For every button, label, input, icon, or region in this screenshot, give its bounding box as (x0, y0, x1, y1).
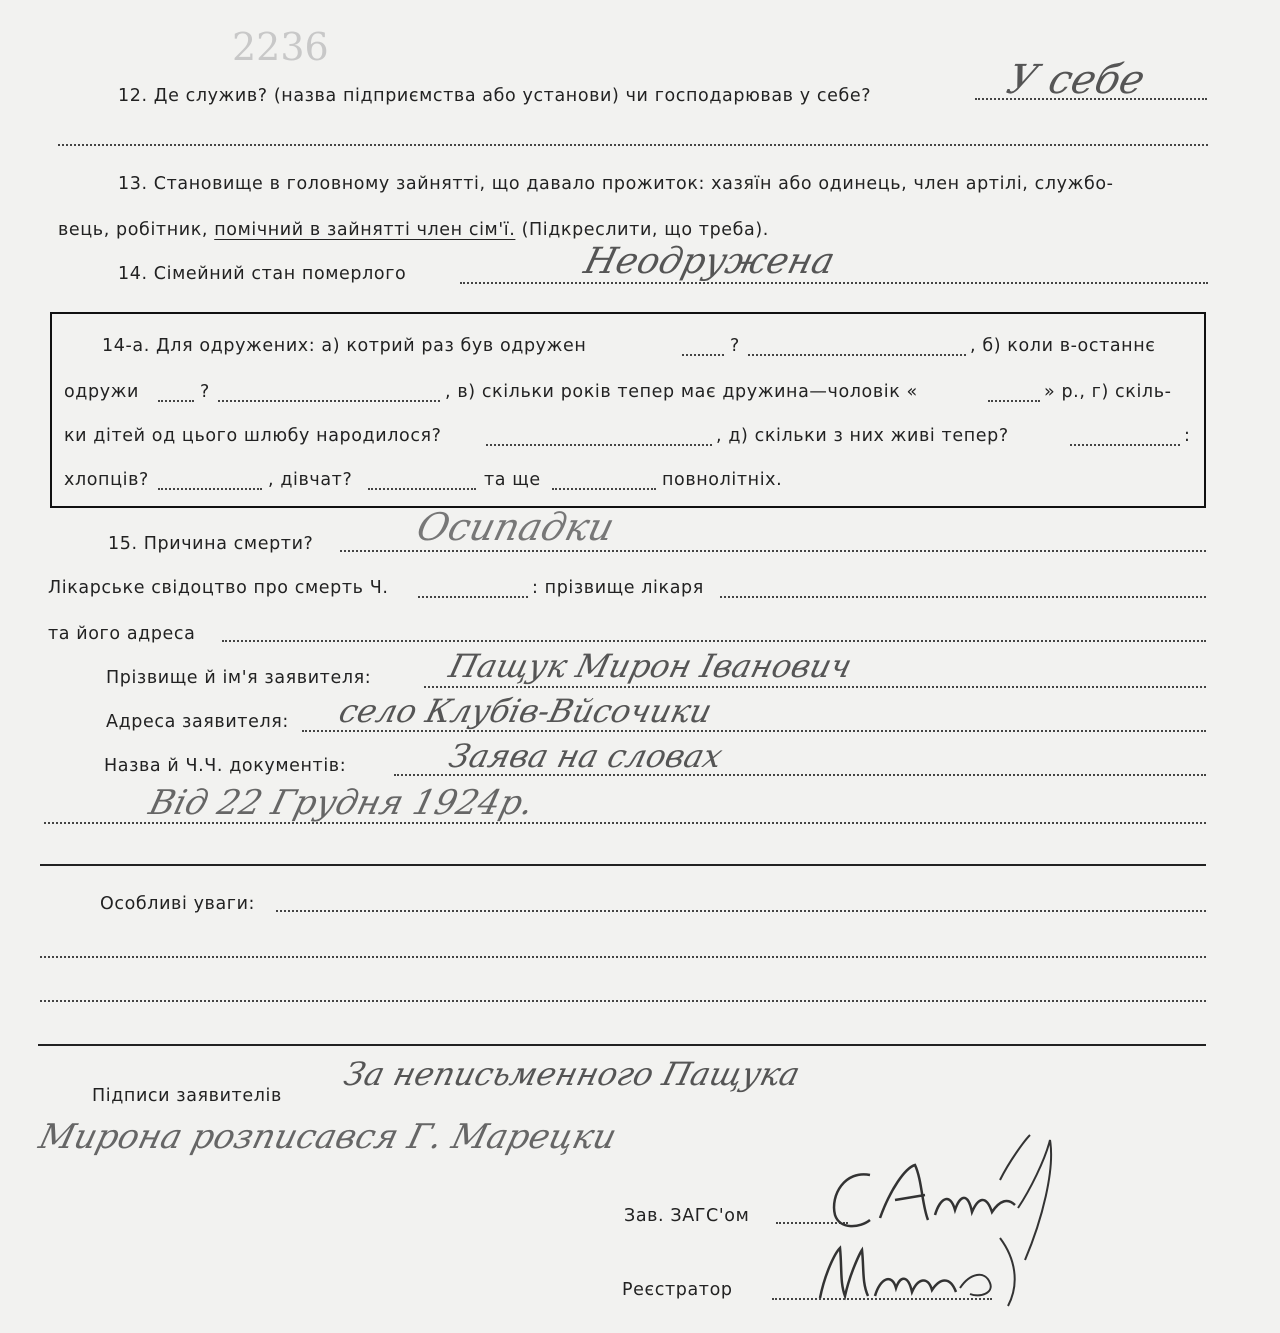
q14a-r1-dots-2 (748, 354, 966, 356)
q14-label: 14. Сімейний стан померлого (118, 264, 407, 284)
applicant-address-line (302, 730, 1206, 732)
remarks-line-1 (276, 910, 1206, 912)
q14-answer-line (460, 282, 1208, 284)
q14a-r1-dots-1 (682, 354, 724, 356)
q14a-r2-c: » р., г) скіль- (1044, 382, 1172, 402)
q14a-r2-dots-1 (158, 400, 194, 402)
remarks-label: Особливі уваги: (100, 894, 256, 914)
medical-cert-label: Лікарське свідоцтво про смерть Ч. (48, 578, 389, 598)
archive-number: 2236 (232, 25, 329, 69)
q13-line-2 (58, 222, 769, 240)
q14a-r3-dots-1 (486, 444, 712, 446)
medical-address-line (222, 640, 1206, 642)
q14a-r1-b: , б) коли в-останнє (970, 336, 1156, 356)
medical-doctor-line (720, 596, 1206, 598)
q12-line-2 (58, 144, 1208, 146)
q15-label: 15. Причина смерти? (108, 534, 314, 554)
q14-answer: Неодружена (580, 241, 839, 282)
medical-address-label: та його адреса (48, 624, 196, 644)
signatures-line-1: За неписьменного Пащука (340, 1055, 804, 1093)
q13-option-text: вець, робітник, (58, 220, 209, 240)
q14a-r4-a: хлопців? (64, 470, 149, 490)
head-label: Зав. ЗАГС'ом (624, 1206, 750, 1226)
applicant-date-value: Від 22 Грудня 1924р. (145, 783, 538, 823)
q14a-r4-dots-2 (368, 488, 476, 490)
signatures-line-2: Мирона розписався Г. Марецки (35, 1117, 621, 1157)
section-divider-2 (38, 1044, 1206, 1046)
q14a-r3-a: ки дітей од цього шлюбу народилося? (64, 426, 442, 446)
q14a-r4-d: повнолітніх. (662, 470, 783, 490)
remarks-line-2 (40, 956, 1206, 958)
q14a-r1-text: 14-а. Для одружених: а) котрий раз був одружен (102, 336, 587, 356)
applicant-docs-label: Назва й Ч.Ч. документів: (104, 756, 347, 776)
q15-answer-line (340, 550, 1206, 552)
applicant-docs-value: Заява на словах (445, 737, 727, 775)
q13-underlined-option: помічний в зайнятті член сім'ї. (214, 220, 516, 240)
q14a-r4-dots-3 (552, 488, 656, 490)
q14a-r2-a: одружи (64, 382, 140, 402)
q14a-r4-dots-1 (158, 488, 262, 490)
q14a-r4-c: та ще (484, 470, 541, 490)
q14a-r2-b: , в) скільки років тепер має дружина—чоловік « (445, 382, 918, 402)
medical-doctor-label: : прізвище лікаря (532, 578, 704, 598)
q12-label: 12. Де служив? (назва підприємства або установи) чи господарював у себе? (118, 86, 872, 106)
q14a-r2-q: ? (200, 382, 210, 402)
q14a-row-1 (102, 338, 586, 356)
q14a-r3-c: : (1184, 426, 1191, 446)
remarks-line-3 (40, 1000, 1206, 1002)
q14a-r1-q: ? (730, 336, 740, 356)
q14a-r4-b: , дівчат? (268, 470, 353, 490)
section-divider-1 (40, 864, 1206, 866)
q13-line-1: 13. Становище в головному зайнятті, що давало прожиток: хазяїн або одинець, член артілі, службо- (118, 174, 1114, 194)
registrar-label: Реєстратор (622, 1280, 733, 1300)
medical-cert-line (418, 596, 528, 598)
applicant-name-label: Прізвище й ім'я заявителя: (106, 668, 372, 688)
applicant-name-line (424, 686, 1206, 688)
signatures-label: Підписи заявителів (92, 1086, 282, 1106)
applicant-date-line (44, 822, 1206, 824)
q12-answer: У себе (1002, 57, 1150, 103)
applicant-address-value: село Клубів-Вйсочики (335, 692, 716, 730)
applicant-name-value: Пащук Мирон Іванович (445, 647, 856, 685)
applicant-address-label: Адреса заявителя: (106, 712, 289, 732)
q14a-r3-b: , д) скільки з них живі тепер? (716, 426, 1009, 446)
q14a-r2-dots-3 (988, 400, 1040, 402)
q15-answer: Осипадки (412, 505, 619, 549)
q14a-r3-dots-2 (1070, 444, 1180, 446)
q14a-r2-dots-2 (218, 400, 440, 402)
q13-instruction: (Підкреслити, що треба). (521, 220, 769, 240)
registrar-signature (800, 1228, 1060, 1308)
